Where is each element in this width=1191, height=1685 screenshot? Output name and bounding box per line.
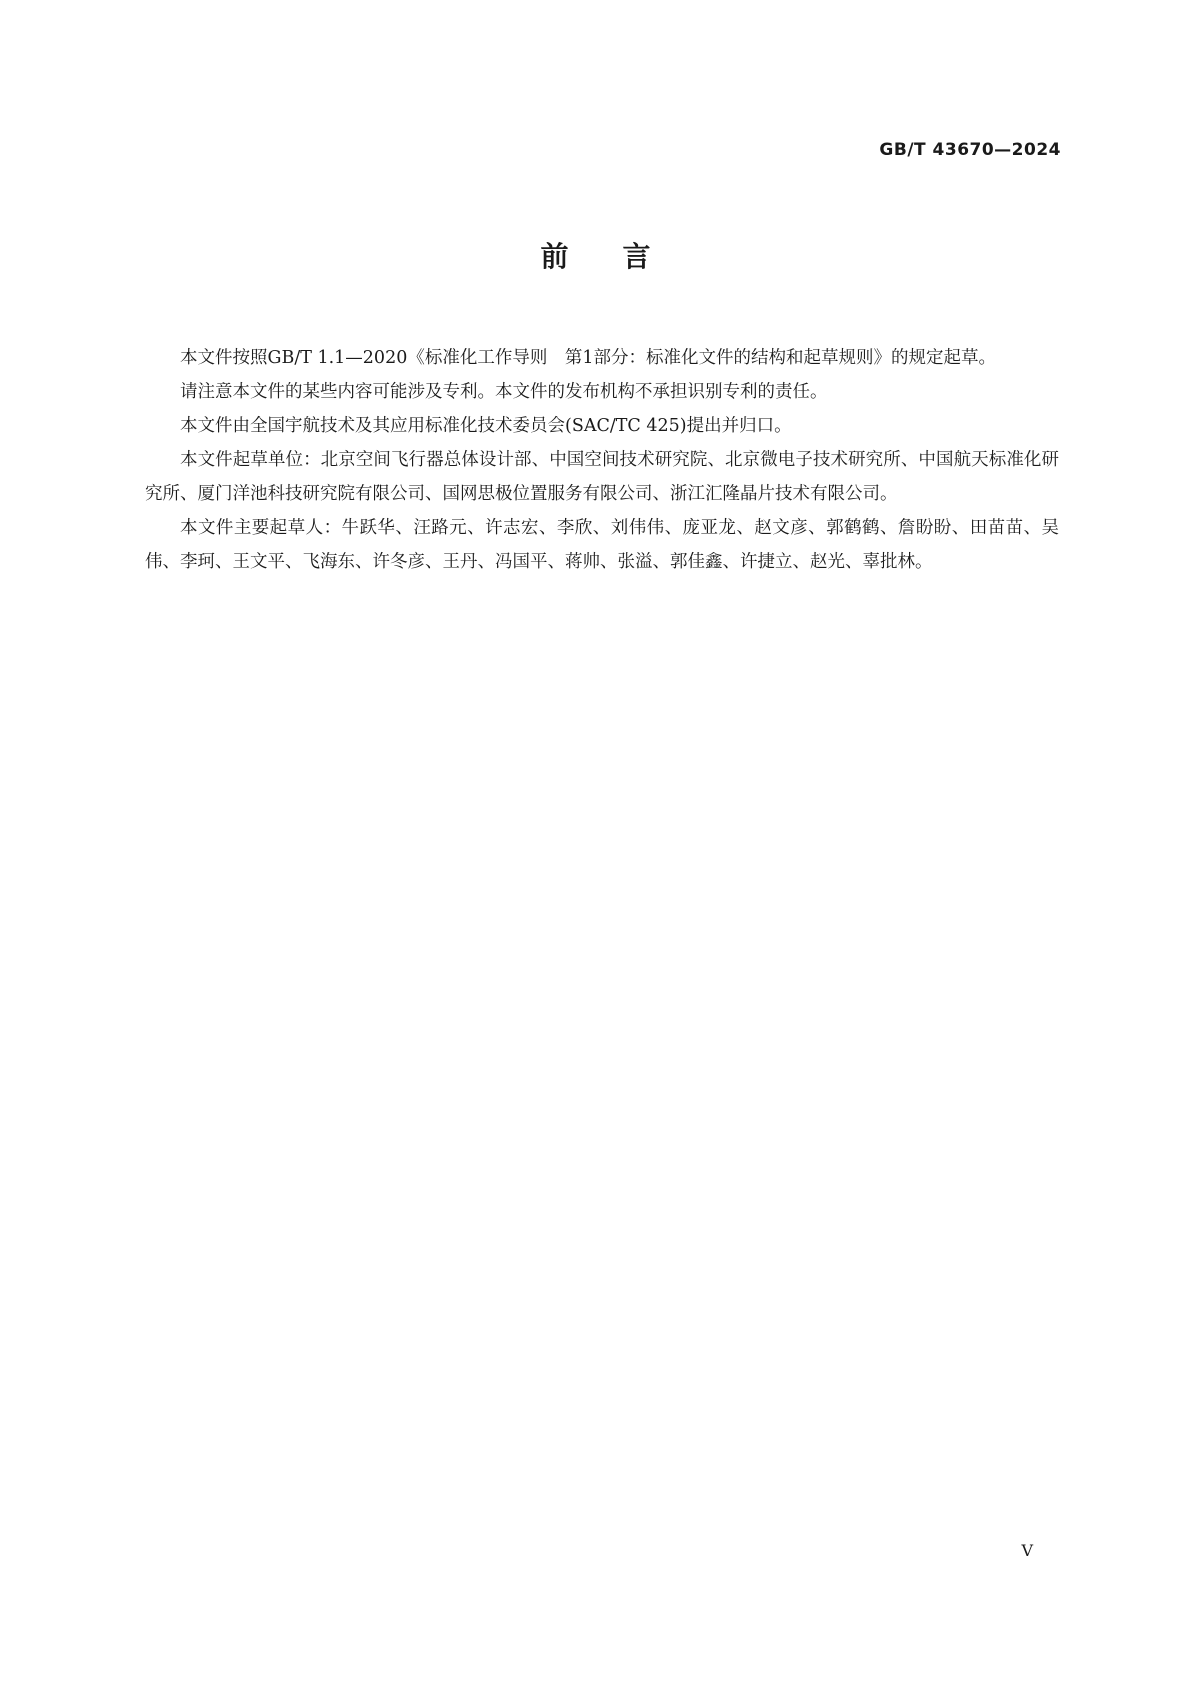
- paragraph-drafting-rules: 本文件按照GB/T 1.1—2020《标准化工作导则 第1部分：标准化文件的结构和起草规则》的规定起草。: [180, 348, 996, 368]
- section-title: 前言: [540, 240, 705, 273]
- paragraph-patent-notice: 请注意本文件的某些内容可能涉及专利。本文件的发布机构不承担识别专利的责任。: [180, 382, 828, 402]
- paragraph-drafters: 本文件主要起草人：牛跃华、汪路元、许志宏、李欣、刘伟伟、庞亚龙、赵文彦、郭鹤鹤、詹盼盼、田苗苗、吴伟、李珂、王文平、飞海东、许冬彦、王丹、冯国平、蒋帅、张溢、郭佳鑫、许捷立、赵光、辜批林。: [145, 518, 1059, 572]
- paragraph-proposer: 本文件由全国宇航技术及其应用标准化技术委员会(SAC/TC 425)提出并归口。: [180, 416, 792, 436]
- standard-code: GB/T 43670—2024: [879, 140, 1061, 160]
- paragraph-drafting-units: 本文件起草单位：北京空间飞行器总体设计部、中国空间技术研究院、北京微电子技术研究所、中国航天标准化研究所、厦门洋池科技研究院有限公司、国网思极位置服务有限公司、浙江汇隆晶片技术有限公司。: [145, 450, 1059, 504]
- foreword-body: [145, 341, 1059, 579]
- page-number: V: [1021, 1541, 1033, 1560]
